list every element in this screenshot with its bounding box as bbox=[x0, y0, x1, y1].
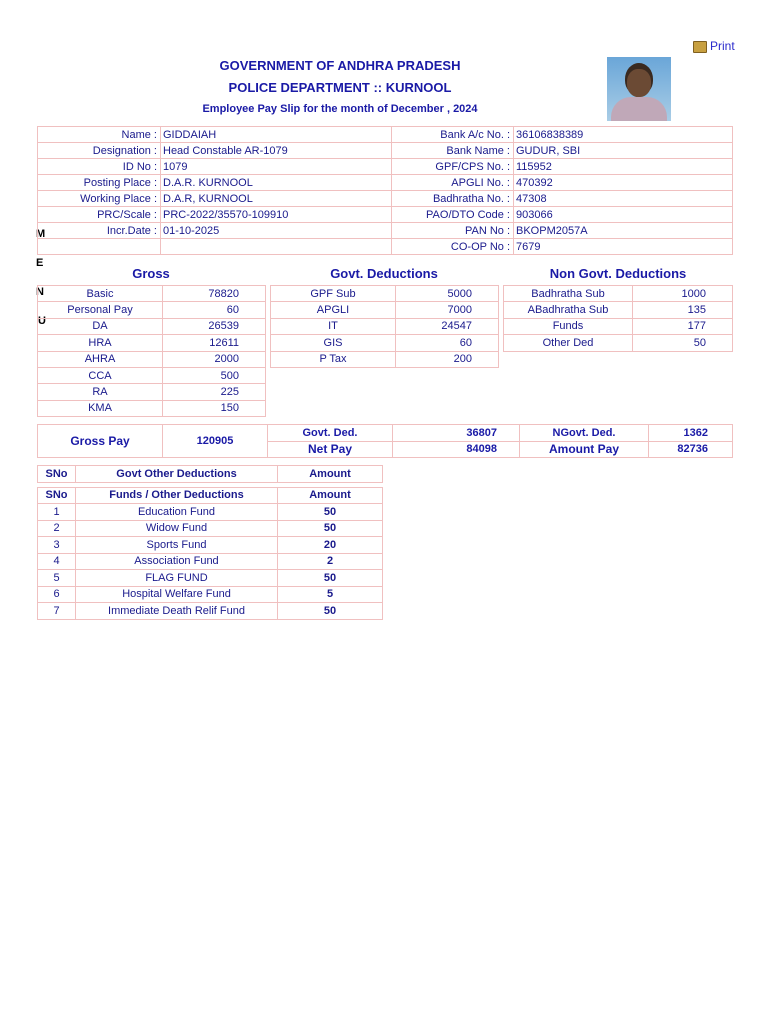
govt-ded-label: Govt. Ded. bbox=[268, 425, 393, 442]
column-header: Funds / Other Deductions bbox=[76, 487, 278, 504]
gross-pay-value: 120905 bbox=[163, 425, 268, 458]
govt-ded-value: 24547 bbox=[396, 318, 499, 334]
govt-ded-value: 200 bbox=[396, 351, 499, 367]
info-value: 7679 bbox=[514, 239, 733, 255]
table-row bbox=[38, 318, 266, 334]
table-row bbox=[271, 286, 499, 302]
govt-ded-item: IT bbox=[271, 318, 396, 334]
gross-value: 150 bbox=[163, 400, 266, 416]
info-value: 01-10-2025 bbox=[161, 223, 392, 239]
govt-ded-value: 5000 bbox=[396, 286, 499, 302]
govt-ded-item: GPF Sub bbox=[271, 286, 396, 302]
info-label: CO-OP No : bbox=[392, 239, 514, 255]
gross-item: DA bbox=[38, 318, 163, 334]
row-amount: 20 bbox=[278, 537, 383, 554]
table-row bbox=[38, 335, 266, 351]
table-row bbox=[38, 570, 383, 587]
govt-ded-value: 60 bbox=[396, 335, 499, 351]
govt-ded-value: 7000 bbox=[396, 302, 499, 318]
row-fund: Education Fund bbox=[76, 504, 278, 521]
page-subtitle: Employee Pay Slip for the month of December , 2024 bbox=[202, 103, 478, 115]
table-header-row bbox=[38, 466, 383, 483]
gross-pay-label: Gross Pay bbox=[38, 425, 163, 458]
row-amount: 50 bbox=[278, 603, 383, 620]
column-header: Amount bbox=[278, 487, 383, 504]
gross-value: 12611 bbox=[163, 335, 266, 351]
info-label: Name : bbox=[38, 127, 161, 143]
table-header-row bbox=[38, 487, 383, 504]
info-label: Posting Place : bbox=[38, 175, 161, 191]
info-value: Head Constable AR-1079 bbox=[161, 143, 392, 159]
row-fund: Immediate Death Relif Fund bbox=[76, 603, 278, 620]
column-header: Amount bbox=[278, 466, 383, 483]
info-value: BKOPM2057A bbox=[514, 223, 733, 239]
gross-value: 500 bbox=[163, 367, 266, 383]
info-label: Bank A/c No. : bbox=[392, 127, 514, 143]
info-value: 115952 bbox=[514, 159, 733, 175]
table-row bbox=[38, 586, 383, 603]
info-label: Designation : bbox=[38, 143, 161, 159]
gross-table bbox=[37, 285, 266, 417]
row-sno: 5 bbox=[38, 570, 76, 587]
info-value: GUDUR, SBI bbox=[514, 143, 733, 159]
info-row bbox=[38, 191, 733, 207]
info-row bbox=[38, 127, 733, 143]
other-deductions-table bbox=[37, 465, 383, 620]
row-sno: 1 bbox=[38, 504, 76, 521]
info-value: GIDDAIAH bbox=[161, 127, 392, 143]
row-fund: Widow Fund bbox=[76, 520, 278, 537]
menu-letter-n[interactable]: N bbox=[36, 286, 44, 298]
table-row bbox=[271, 335, 499, 351]
nongovt-deductions-table bbox=[503, 285, 733, 352]
info-value: PRC-2022/35570-109910 bbox=[161, 207, 392, 223]
nongovt-ded-value: 177 bbox=[633, 318, 733, 334]
gross-item: RA bbox=[38, 384, 163, 400]
print-label: Print bbox=[710, 39, 735, 53]
column-header: Govt Other Deductions bbox=[76, 466, 278, 483]
row-sno: 2 bbox=[38, 520, 76, 537]
table-row bbox=[38, 400, 266, 416]
info-value: D.A.R. KURNOOL bbox=[161, 175, 392, 191]
govt-deductions-table bbox=[270, 285, 499, 368]
print-link[interactable] bbox=[693, 39, 735, 53]
gross-value: 2000 bbox=[163, 351, 266, 367]
govt-deductions-heading: Govt. Deductions bbox=[330, 266, 438, 281]
printer-icon bbox=[693, 41, 707, 53]
nongovt-ded-item: Badhratha Sub bbox=[504, 286, 633, 302]
gross-item: Basic bbox=[38, 286, 163, 302]
table-row bbox=[38, 384, 266, 400]
row-amount: 50 bbox=[278, 504, 383, 521]
info-value: 1079 bbox=[161, 159, 392, 175]
nongovt-ded-item: ABadhratha Sub bbox=[504, 302, 633, 318]
net-pay-label: Net Pay bbox=[268, 441, 393, 458]
row-fund: Sports Fund bbox=[76, 537, 278, 554]
info-label: APGLI No. : bbox=[392, 175, 514, 191]
table-row bbox=[504, 286, 733, 302]
govt-ded-item: APGLI bbox=[271, 302, 396, 318]
info-label: PAN No : bbox=[392, 223, 514, 239]
row-amount: 2 bbox=[278, 553, 383, 570]
info-label: Badhratha No. : bbox=[392, 191, 514, 207]
nongovt-deductions-heading: Non Govt. Deductions bbox=[549, 266, 687, 281]
table-row bbox=[38, 537, 383, 554]
info-value: 903066 bbox=[514, 207, 733, 223]
amount-pay-label: Amount Pay bbox=[520, 441, 649, 458]
row-sno: 3 bbox=[38, 537, 76, 554]
net-pay-value: 84098 bbox=[393, 441, 520, 458]
row-amount: 50 bbox=[278, 570, 383, 587]
table-row bbox=[504, 318, 733, 334]
row-fund: Hospital Welfare Fund bbox=[76, 586, 278, 603]
info-label: PRC/Scale : bbox=[38, 207, 161, 223]
info-row bbox=[38, 143, 733, 159]
govt-ded-total: 36807 bbox=[393, 425, 520, 442]
table-row bbox=[504, 302, 733, 318]
table-row bbox=[38, 520, 383, 537]
totals-table bbox=[37, 424, 733, 458]
page-title-govt: GOVERNMENT OF ANDHRA PRADESH bbox=[219, 58, 461, 73]
govt-ded-item: GIS bbox=[271, 335, 396, 351]
info-value: D.A.R, KURNOOL bbox=[161, 191, 392, 207]
gross-item: AHRA bbox=[38, 351, 163, 367]
table-row bbox=[38, 367, 266, 383]
row-sno: 7 bbox=[38, 603, 76, 620]
menu-letter-e[interactable]: E bbox=[36, 257, 44, 269]
nongovt-ded-item: Other Ded bbox=[504, 335, 633, 351]
info-value bbox=[161, 239, 392, 255]
row-amount: 5 bbox=[278, 586, 383, 603]
column-header: SNo bbox=[38, 487, 76, 504]
totals-row bbox=[38, 425, 733, 442]
table-row bbox=[38, 351, 266, 367]
gross-item: KMA bbox=[38, 400, 163, 416]
nongovt-ded-item: Funds bbox=[504, 318, 633, 334]
table-row bbox=[38, 603, 383, 620]
table-row bbox=[271, 351, 499, 367]
info-label: Incr.Date : bbox=[38, 223, 161, 239]
info-row bbox=[38, 175, 733, 191]
info-label: GPF/CPS No. : bbox=[392, 159, 514, 175]
table-row bbox=[38, 286, 266, 302]
info-label: PAO/DTO Code : bbox=[392, 207, 514, 223]
ngovt-ded-total: 1362 bbox=[649, 425, 733, 442]
employee-photo bbox=[607, 57, 671, 121]
menu-letter-u[interactable]: U bbox=[38, 315, 46, 327]
row-amount: 50 bbox=[278, 520, 383, 537]
table-row bbox=[38, 302, 266, 318]
table-row bbox=[271, 302, 499, 318]
row-fund: Association Fund bbox=[76, 553, 278, 570]
info-label: ID No : bbox=[38, 159, 161, 175]
table-row bbox=[38, 504, 383, 521]
nongovt-ded-value: 50 bbox=[633, 335, 733, 351]
info-value: 47308 bbox=[514, 191, 733, 207]
amount-pay-value: 82736 bbox=[649, 441, 733, 458]
gross-value: 26539 bbox=[163, 318, 266, 334]
ngovt-ded-label: NGovt. Ded. bbox=[520, 425, 649, 442]
gross-item: HRA bbox=[38, 335, 163, 351]
row-fund: FLAG FUND bbox=[76, 570, 278, 587]
table-row bbox=[38, 553, 383, 570]
employee-info-table bbox=[37, 126, 733, 255]
menu-letter-m[interactable]: M bbox=[36, 228, 46, 240]
info-label: Bank Name : bbox=[392, 143, 514, 159]
column-header: SNo bbox=[38, 466, 76, 483]
info-row bbox=[38, 159, 733, 175]
govt-ded-item: P Tax bbox=[271, 351, 396, 367]
table-row bbox=[504, 335, 733, 351]
info-row bbox=[38, 223, 733, 239]
info-value: 470392 bbox=[514, 175, 733, 191]
info-row bbox=[38, 207, 733, 223]
info-value: 36106838389 bbox=[514, 127, 733, 143]
nongovt-ded-value: 1000 bbox=[633, 286, 733, 302]
info-label: Working Place : bbox=[38, 191, 161, 207]
gross-value: 225 bbox=[163, 384, 266, 400]
gross-value: 60 bbox=[163, 302, 266, 318]
row-sno: 4 bbox=[38, 553, 76, 570]
gross-item: Personal Pay bbox=[38, 302, 163, 318]
info-row bbox=[38, 239, 733, 255]
gross-item: CCA bbox=[38, 367, 163, 383]
gross-heading: Gross bbox=[132, 266, 170, 281]
page-title-dept: POLICE DEPARTMENT :: KURNOOL bbox=[228, 80, 452, 95]
row-sno: 6 bbox=[38, 586, 76, 603]
info-label bbox=[38, 239, 161, 255]
gross-value: 78820 bbox=[163, 286, 266, 302]
nongovt-ded-value: 135 bbox=[633, 302, 733, 318]
table-row bbox=[271, 318, 499, 334]
